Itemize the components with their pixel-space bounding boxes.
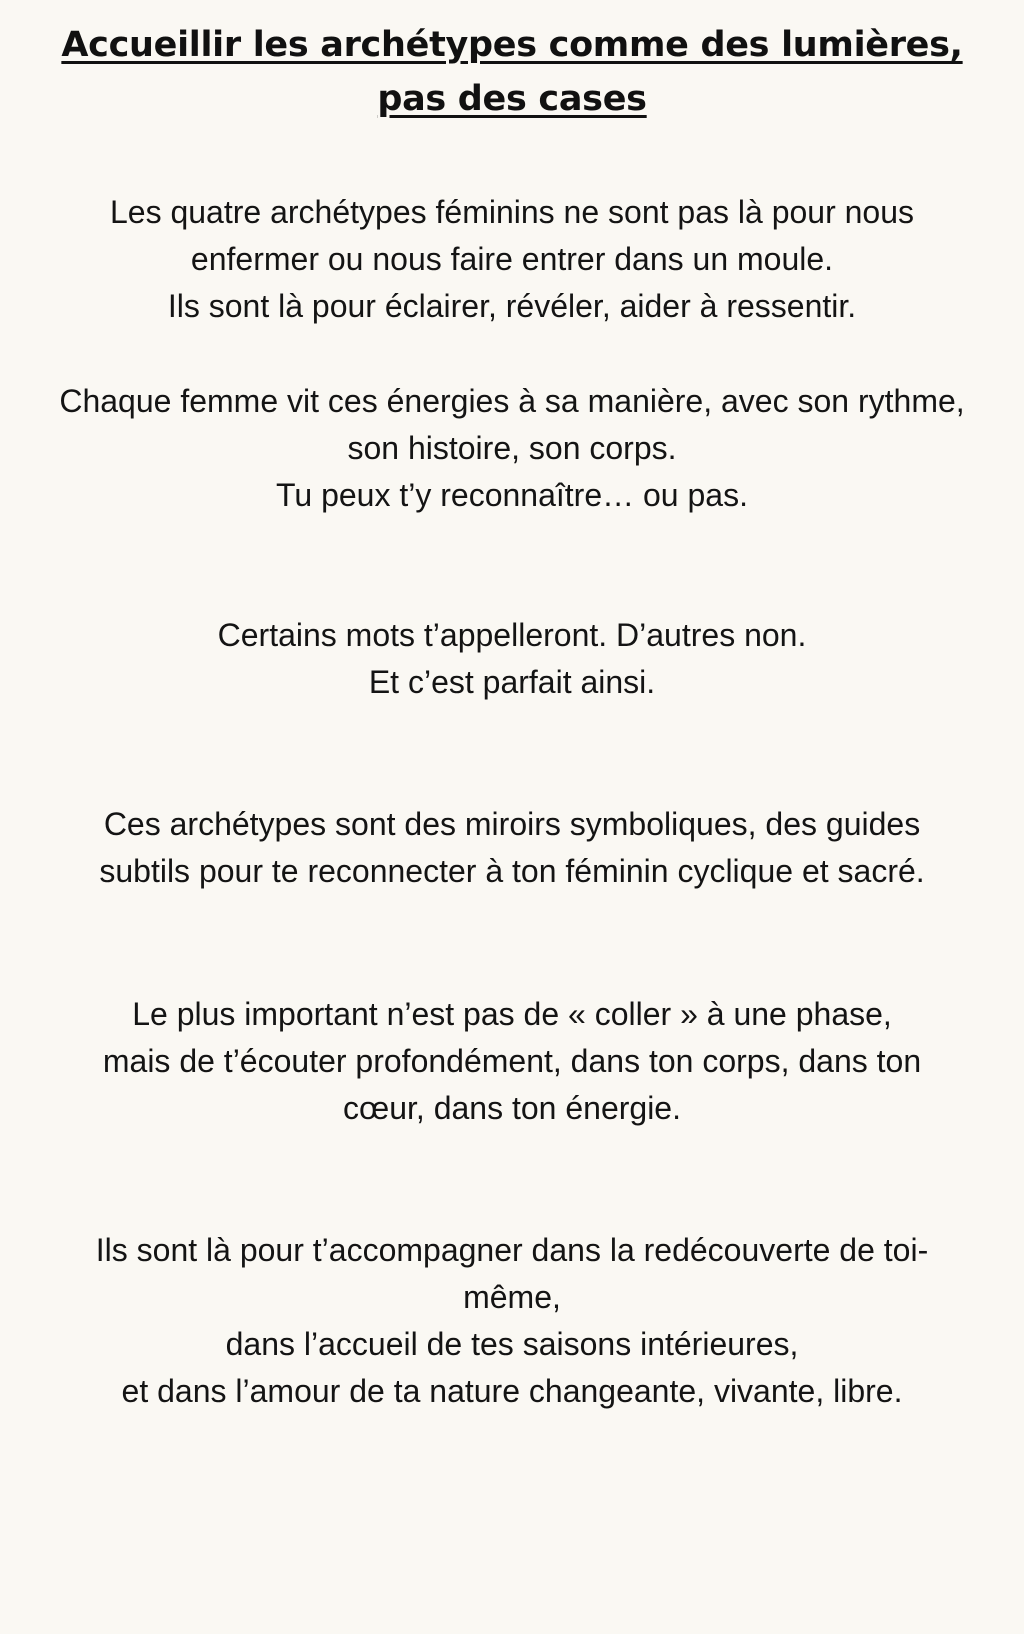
paragraph-mirrors — [0, 801, 1024, 895]
text-line: Tu peux t’y reconnaître… ou pas. — [276, 477, 748, 513]
title-line-1: Accueillir les archétypes comme des lumières, — [61, 25, 963, 65]
paragraph-accompany — [0, 1227, 1024, 1415]
text-line: Chaque femme vit ces énergies à sa manière, avec son rythme, — [59, 383, 965, 419]
text-line: Le plus important n’est pas de « coller » à une phase, — [132, 996, 892, 1032]
text-line: même, — [463, 1279, 561, 1315]
text-line: Ils sont là pour éclairer, révéler, aider à ressentir. — [167, 288, 857, 324]
page-title — [0, 18, 1024, 126]
text-line: mais de t’écouter profondément, dans ton corps, dans ton — [102, 1043, 922, 1079]
text-line: cœur, dans ton énergie. — [343, 1090, 681, 1126]
text-line: et dans l’amour de ta nature changeante, vivante, libre. — [121, 1373, 903, 1409]
title-line-2: pas des cases — [377, 79, 647, 119]
text-line: son histoire, son corps. — [347, 430, 677, 466]
paragraph-each-woman — [0, 378, 1024, 519]
text-line: dans l’accueil de tes saisons intérieures, — [225, 1326, 799, 1362]
paragraph-most-important — [0, 991, 1024, 1132]
text-line: Les quatre archétypes féminins ne sont pas là pour nous — [109, 194, 915, 230]
text-line: Et c’est parfait ainsi. — [368, 664, 656, 700]
text-line: Ces archétypes sont des miroirs symboliques, des guides — [103, 806, 921, 842]
text-line: enfermer ou nous faire entrer dans un moule. — [190, 241, 834, 277]
text-line: Ils sont là pour t’accompagner dans la redécouverte de toi- — [95, 1232, 929, 1268]
text-line: subtils pour te reconnecter à ton féminin cyclique et sacré. — [99, 853, 925, 889]
paragraph-words — [0, 612, 1024, 706]
text-line: Certains mots t’appelleront. D’autres non. — [217, 617, 807, 653]
paragraph-intro — [0, 189, 1024, 330]
